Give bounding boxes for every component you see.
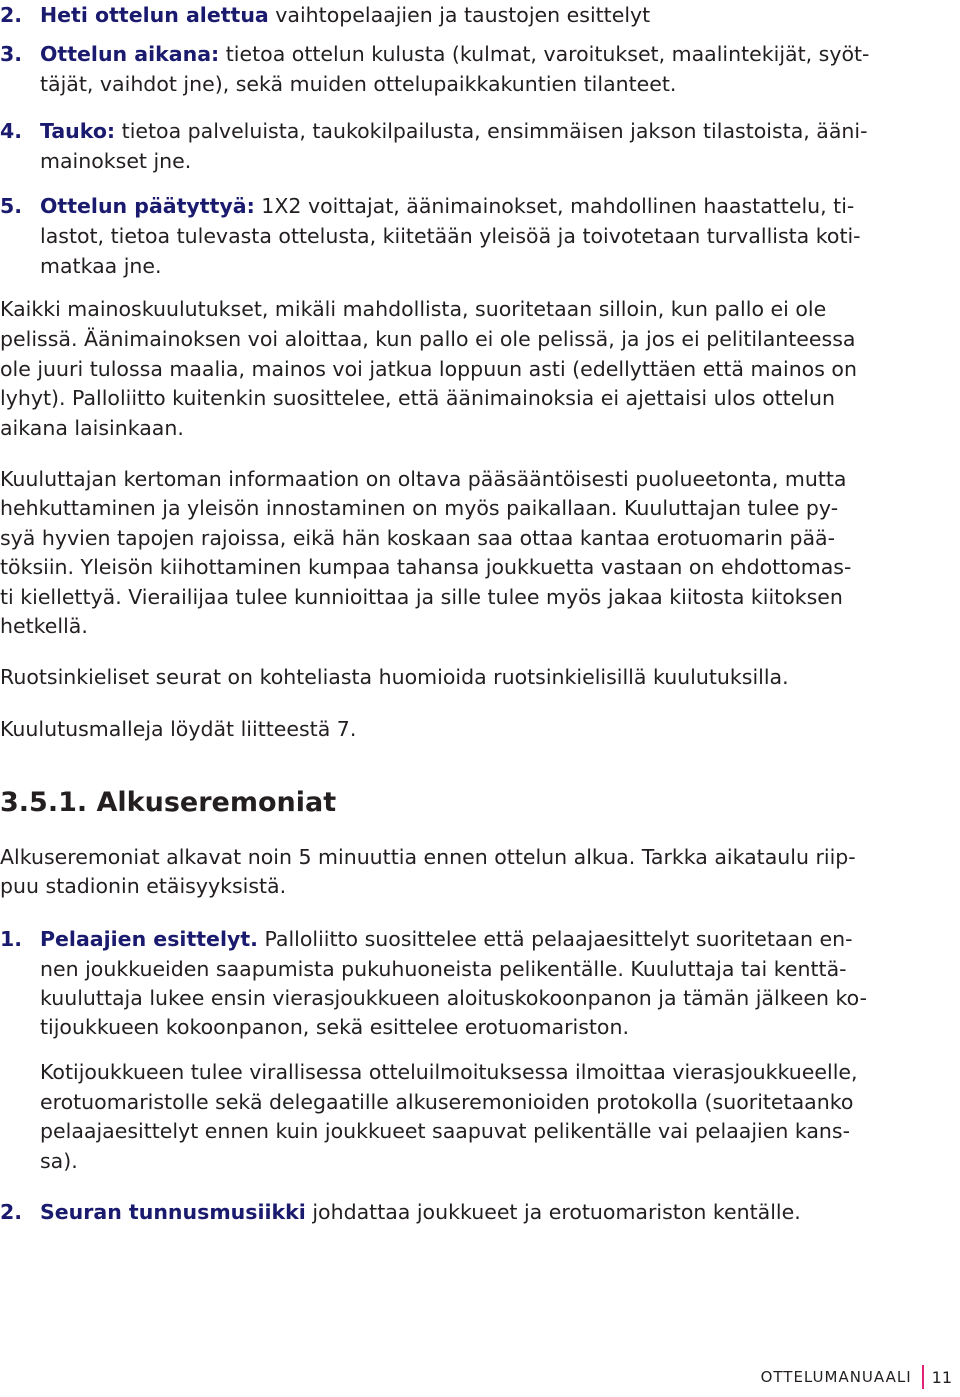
list-item-label: Seuran tunnusmusiikki [40,1200,306,1224]
paragraph-line: puu stadionin etäisyyksistä. [0,874,287,898]
paragraph-line: lyhyt). Palloliitto kuitenkin suosittelee, että äänimainoksia ei ajettaisi ulos ottelun [0,386,835,410]
list-item-number: 2. [0,3,23,27]
paragraph-line: ole juuri tulossa maalia, mainos voi jatkua loppuun asti (edellyttäen että mainos on [0,357,857,381]
paragraph-line: Kuuluttajan kertoman informaation on oltava pääsääntöisesti puolueetonta, mutta [0,467,847,491]
paragraph-line: Kaikki mainoskuulutukset, mikäli mahdollista, suoritetaan silloin, kun pallo ei ole [0,297,827,321]
list-item-text: vaihtopelaajien ja taustojen esittelyt [268,3,651,27]
paragraph-line: pelissä. Äänimainoksen voi aloittaa, kun pallo ei ole pelissä, ja jos ei pelitilanteessa [0,327,856,351]
list-item-text: täjät, vaihdot jne), sekä muiden ottelupaikkakuntien tilanteet. [40,72,677,96]
list-item-text: tietoa palveluista, taukokilpailusta, ensimmäisen jakson tilastoista, ääni- [115,119,868,143]
list-item-number: 5. [0,194,23,218]
paragraph-line: ti kiellettyä. Vierailijaa tulee kunnioittaa ja sille tulee myös jakaa kiitosta kiitoksen [0,585,843,609]
paragraph-line: erotuomaristolle sekä delegaatille alkuseremonioiden protokolla (suoritetaanko [40,1090,854,1114]
page-number: 11 [931,1367,952,1387]
paragraph-line: töksiin. Yleisön kiihottaminen kumpaa tahansa joukkuetta vastaan on ehdottomas- [0,555,852,579]
list-item-label: Ottelun päätyttyä: [40,194,255,218]
list-item-text: tietoa ottelun kulusta (kulmat, varoitukset, maalintekijät, syöt- [219,42,870,66]
footer-divider [922,1365,924,1389]
page-footer [761,1364,952,1390]
section-heading: 3.5.1. Alkuseremoniat [0,787,337,818]
list-item-text: lastot, tietoa tulevasta ottelusta, kiitetään yleisöä ja toivotetaan turvallista koti- [40,224,861,248]
paragraph-swedish: Ruotsinkieliset seurat on kohteliasta huomioida ruotsinkielisillä kuulutuksilla. [0,665,789,689]
list-item-text: mainokset jne. [40,149,192,173]
paragraph-line: syä hyvien tapojen rajoissa, eikä hän koskaan saa ottaa kantaa erotuomarin pää- [0,526,836,550]
list-item-text: kuuluttaja lukee ensin vierasjoukkueen aloituskokoonpanon ja tämän jälkeen ko- [40,986,867,1010]
list-item-text: nen joukkueiden saapumista pukuhuoneista pelikentälle. Kuuluttaja tai kenttä- [40,957,847,981]
paragraph-line: Alkuseremoniat alkavat noin 5 minuuttia ennen ottelun alkua. Tarkka aikataulu riip- [0,845,856,869]
list-item-text: johdattaa joukkueet ja erotuomariston kentälle. [305,1200,801,1224]
list-item-text: tijoukkueen kokoonpanon, sekä esittelee erotuomariston. [40,1015,629,1039]
list-item-label: Pelaajien esittelyt. [40,927,258,951]
list-item-label: Heti ottelun alettua [40,3,269,27]
list-item-number: 4. [0,119,23,143]
list-item-text: matkaa jne. [40,254,162,278]
list-item-text: 1X2 voittajat, äänimainokset, mahdollinen haastattelu, ti- [254,194,855,218]
paragraph-line: sa). [40,1149,78,1173]
list-item-text: Palloliitto suosittelee että pelaajaesittelyt suoritetaan en- [257,927,853,951]
paragraph-line: hehkuttaminen ja yleisön innostaminen on myös paikallaan. Kuuluttajan tulee py- [0,496,839,520]
paragraph-line: Kotijoukkueen tulee virallisessa otteluilmoituksessa ilmoittaa vierasjoukkueelle, [40,1060,858,1084]
list-item-label: Tauko: [40,119,116,143]
list-item-number: 2. [0,1200,23,1224]
list-item-number: 1. [0,927,23,951]
list-item-label: Ottelun aikana: [40,42,220,66]
list-item-number: 3. [0,42,23,66]
paragraph-line: hetkellä. [0,614,88,638]
footer-title: OTTELUMANUAALI [760,1368,912,1386]
paragraph-line: pelaajaesittelyt ennen kuin joukkueet saapuvat pelikentälle vai pelaajien kans- [40,1119,850,1143]
paragraph-line: aikana laisinkaan. [0,416,184,440]
paragraph-templates: Kuulutusmalleja löydät liitteestä 7. [0,717,357,741]
